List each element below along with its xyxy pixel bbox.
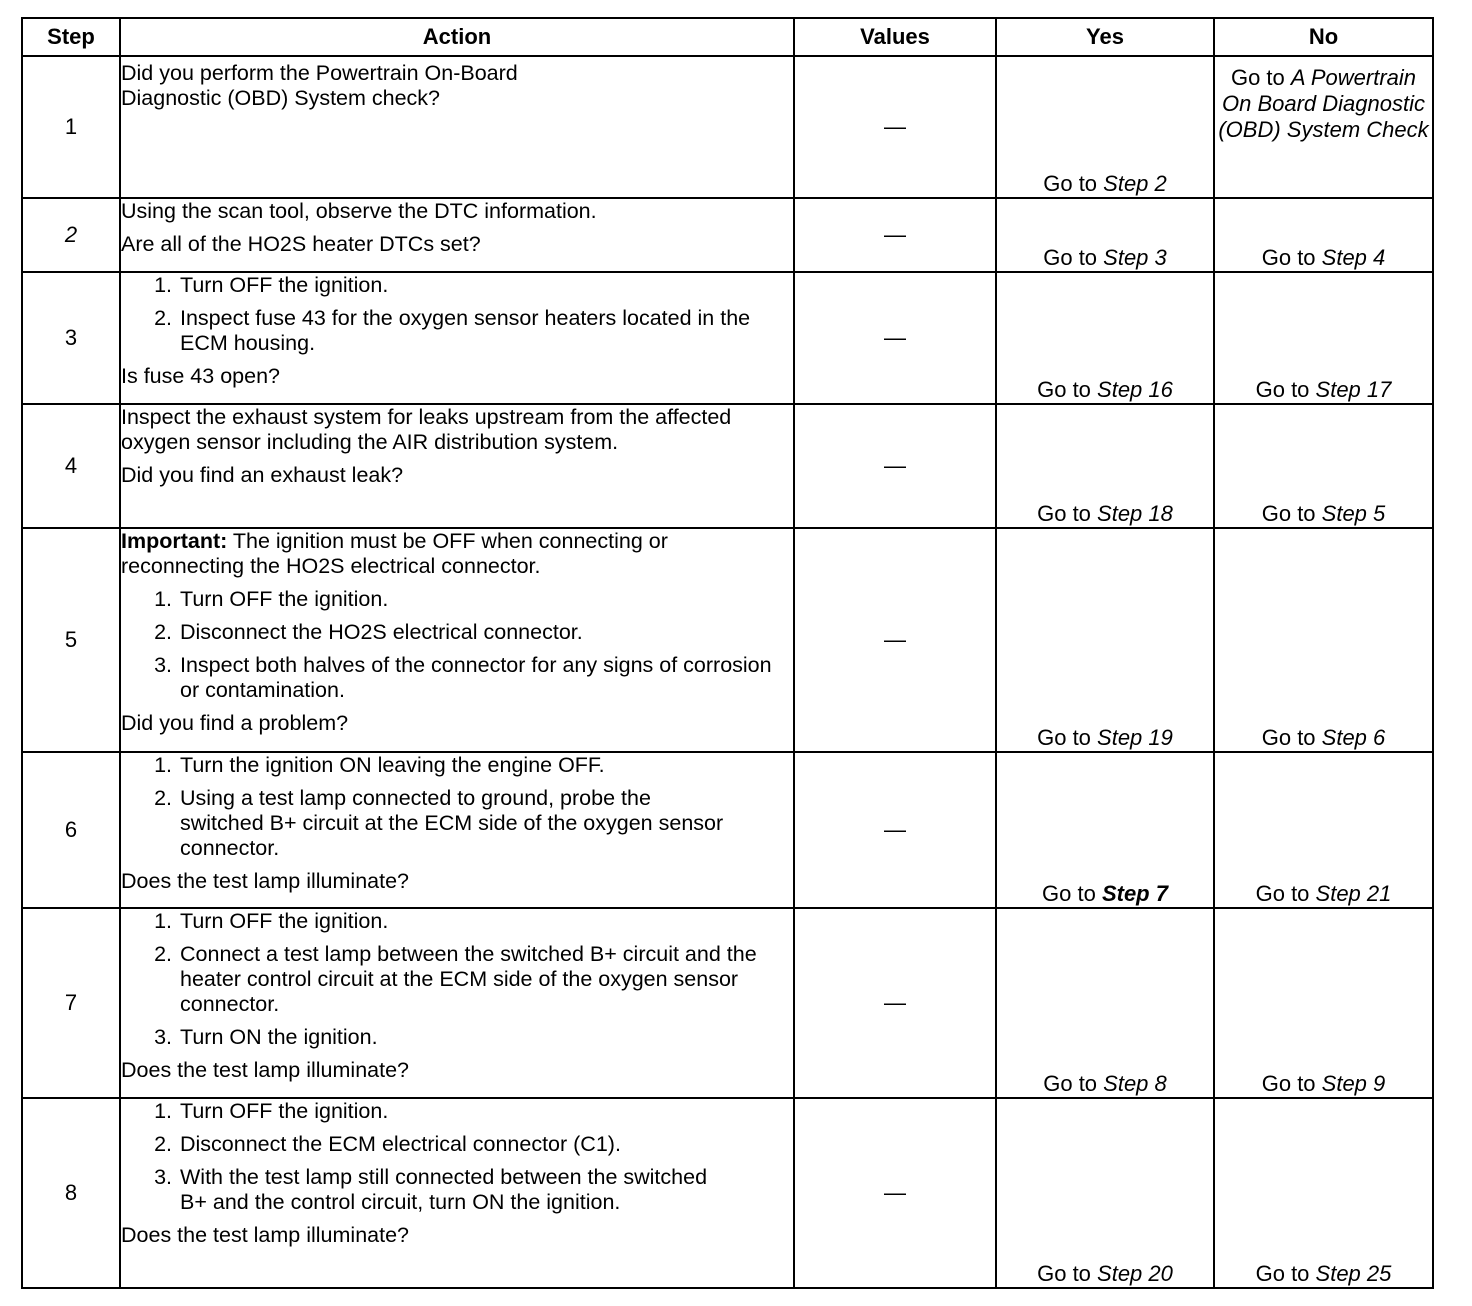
no-cell [1214, 198, 1433, 272]
table-row [22, 752, 1433, 908]
action-list-item: 2. Disconnect the ECM electrical connector (C1). [178, 1132, 793, 1157]
header-step: Step [22, 18, 120, 56]
action-list-item: 1. Turn OFF the ignition. [178, 1099, 793, 1124]
action-list-item: 2. Inspect fuse 43 for the oxygen sensor heaters located in the ECM housing. [178, 306, 793, 356]
yes-cell [996, 272, 1214, 404]
values-cell: — [794, 198, 996, 272]
table-row [22, 272, 1433, 404]
no-prefix: Go to [1261, 1071, 1322, 1096]
action-cell [120, 198, 794, 272]
no-cell [1214, 404, 1433, 528]
table-row [22, 198, 1433, 272]
values-cell: — [794, 908, 996, 1098]
no-prefix: Go to [1261, 501, 1322, 526]
table-row [22, 404, 1433, 528]
yes-step-ref: Step 7 [1101, 881, 1168, 906]
step-number: 6 [22, 752, 120, 908]
action-cell [120, 908, 794, 1098]
yes-step-ref: Step 8 [1103, 1071, 1167, 1096]
action-list-item: 1. Turn the ignition ON leaving the engine OFF. [178, 753, 793, 778]
yes-prefix: Go to [1037, 501, 1098, 526]
yes-prefix: Go to [1042, 881, 1102, 906]
values-cell: — [794, 272, 996, 404]
no-cell [1214, 1098, 1433, 1288]
table-row [22, 1098, 1433, 1288]
no-step-ref: A Powertrain On Board Diagnostic (OBD) System Check [1218, 65, 1429, 142]
action-list [121, 273, 793, 356]
action-list-item: 1. Turn OFF the ignition. [178, 273, 793, 298]
values-cell: — [794, 752, 996, 908]
no-cell [1214, 908, 1433, 1098]
action-intro: Inspect the exhaust system for leaks upstream from the affected oxygen sensor including the AIR distribution system. [121, 405, 732, 454]
yes-cell [996, 404, 1214, 528]
action-question: Does the test lamp illuminate? [121, 1058, 410, 1082]
no-step-ref: Step 5 [1321, 501, 1386, 526]
yes-cell [996, 198, 1214, 272]
no-prefix: Go to [1255, 1261, 1316, 1286]
no-cell [1214, 56, 1433, 198]
important-label: Important: [121, 529, 228, 553]
yes-prefix: Go to [1043, 245, 1104, 270]
action-question: Does the test lamp illuminate? [121, 1223, 410, 1247]
important-text: The ignition must be OFF when connecting or reconnecting the HO2S electrical connector. [121, 529, 668, 578]
action-list-item: 3. Inspect both halves of the connector for any signs of corrosion or contamination. [178, 653, 793, 703]
action-important [121, 529, 793, 579]
values-cell: — [794, 1098, 996, 1288]
yes-step-ref: Step 3 [1103, 245, 1167, 270]
values-cell: — [794, 528, 996, 752]
yes-prefix: Go to [1043, 1071, 1104, 1096]
no-cell [1214, 528, 1433, 752]
no-prefix: Go to [1230, 65, 1291, 90]
header-action: Action [120, 18, 794, 56]
step-number: 8 [22, 1098, 120, 1288]
action-cell [120, 404, 794, 528]
no-step-ref: Step 17 [1315, 377, 1392, 402]
header-row [22, 18, 1433, 56]
yes-prefix: Go to [1043, 171, 1104, 196]
action-question: Is fuse 43 open? [121, 364, 280, 388]
action-list-item: 2. Connect a test lamp between the switched B+ circuit and the heater control circuit at the ECM side of the oxygen sensor connector. [178, 942, 793, 1017]
diagnostic-table [21, 17, 1434, 1289]
action-cell [120, 272, 794, 404]
action-list-item: 1. Turn OFF the ignition. [178, 909, 793, 934]
action-list [121, 753, 793, 861]
table-row [22, 908, 1433, 1098]
header-yes: Yes [996, 18, 1214, 56]
action-list-item: 1. Turn OFF the ignition. [178, 587, 793, 612]
action-question: Does the test lamp illuminate? [121, 869, 410, 893]
action-cell [120, 752, 794, 908]
yes-prefix: Go to [1037, 377, 1098, 402]
yes-cell [996, 56, 1214, 198]
action-list [121, 1099, 793, 1215]
yes-step-ref: Step 18 [1097, 501, 1173, 526]
header-no: No [1214, 18, 1433, 56]
yes-step-ref: Step 20 [1097, 1261, 1173, 1286]
no-cell [1214, 272, 1433, 404]
step-number: 7 [22, 908, 120, 1098]
yes-prefix: Go to [1037, 725, 1098, 750]
action-list [121, 587, 793, 703]
no-prefix: Go to [1255, 881, 1316, 906]
yes-cell [996, 908, 1214, 1098]
no-cell [1214, 752, 1433, 908]
action-list [121, 909, 793, 1050]
table-row [22, 56, 1433, 198]
action-question: Did you perform the Powertrain On-Board Diagnostic (OBD) System check? [121, 61, 518, 110]
action-list-item: 3. Turn ON the ignition. [178, 1025, 793, 1050]
action-cell [120, 56, 794, 198]
no-step-ref: Step 9 [1321, 1071, 1386, 1096]
step-number: 4 [22, 404, 120, 528]
step-number: 5 [22, 528, 120, 752]
action-cell [120, 528, 794, 752]
table-row [22, 528, 1433, 752]
yes-cell [996, 752, 1214, 908]
action-question: Did you find an exhaust leak? [121, 463, 404, 487]
yes-cell [996, 528, 1214, 752]
step-number: 1 [22, 56, 120, 198]
action-question: Did you find a problem? [121, 711, 349, 735]
yes-step-ref: Step 19 [1097, 725, 1173, 750]
action-cell [120, 1098, 794, 1288]
no-prefix: Go to [1255, 377, 1316, 402]
action-list-item: 2. Using a test lamp connected to ground, probe the switched B+ circuit at the ECM side of the oxygen sensor connector. [178, 786, 735, 861]
step-number: 2 [22, 198, 120, 272]
no-step-ref: Step 4 [1321, 245, 1386, 270]
yes-cell [996, 1098, 1214, 1288]
values-cell: — [794, 404, 996, 528]
action-list-item: 2. Disconnect the HO2S electrical connector. [178, 620, 793, 645]
no-prefix: Go to [1261, 725, 1322, 750]
action-intro: Using the scan tool, observe the DTC information. [121, 199, 597, 223]
no-step-ref: Step 6 [1321, 725, 1386, 750]
no-step-ref: Step 25 [1315, 1261, 1392, 1286]
step-number: 3 [22, 272, 120, 404]
header-values: Values [794, 18, 996, 56]
no-prefix: Go to [1261, 245, 1322, 270]
yes-step-ref: Step 2 [1103, 171, 1167, 196]
yes-prefix: Go to [1037, 1261, 1098, 1286]
no-step-ref: Step 21 [1315, 881, 1392, 906]
values-cell: — [794, 56, 996, 198]
yes-step-ref: Step 16 [1097, 377, 1173, 402]
action-list-item: 3. With the test lamp still connected between the switched B+ and the control circuit, turn ON the ignition. [178, 1165, 710, 1215]
action-question: Are all of the HO2S heater DTCs set? [121, 232, 481, 256]
